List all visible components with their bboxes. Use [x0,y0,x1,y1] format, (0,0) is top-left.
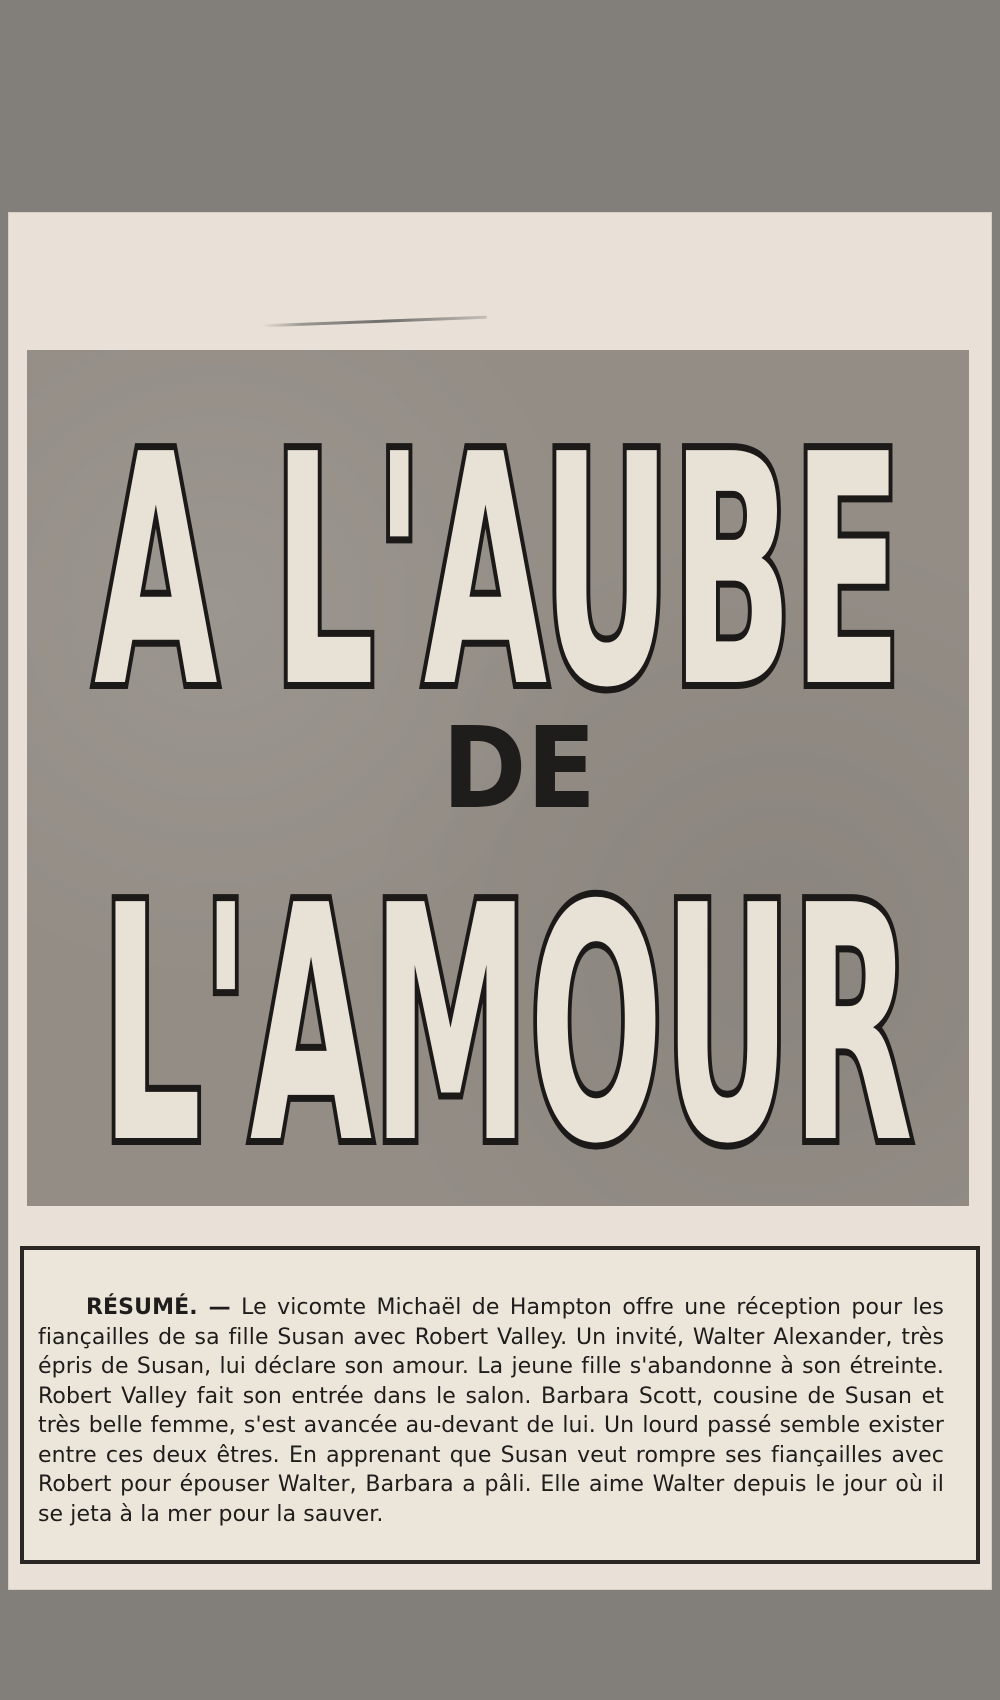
summary-body: Le vicomte Michaël de Hampton offre une réception pour les fiançailles de sa fille Susan avec Robert Valley. Un invité, Walter Alexander, très épris de Susan, lui déclare son amour. La jeune fille s'abandonne à son étreinte. Robert Valley fait son entrée dans le salon. Barbara Scott, cousine de Susan et très belle femme, s'est avancée au-devant de lui. Un lourd passé semble exister entre ces deux êtres. En apprenant que Susan veut rompre ses fiançailles avec Robert pour épouser Walter, Barbara a pâli. Elle aime Walter depuis le jour où il se jeta à la mer pour la sauver. [38,1295,944,1527]
title-line-2: DE [442,704,596,834]
title-line-1: A L'AUBE [94,387,902,757]
summary-label: RÉSUMÉ. — [86,1295,231,1320]
title-line-3: L'AMOUR [101,836,913,1206]
title-panel [27,350,969,1206]
summary-paragraph [38,1293,944,1529]
title-graphic [27,350,969,1206]
